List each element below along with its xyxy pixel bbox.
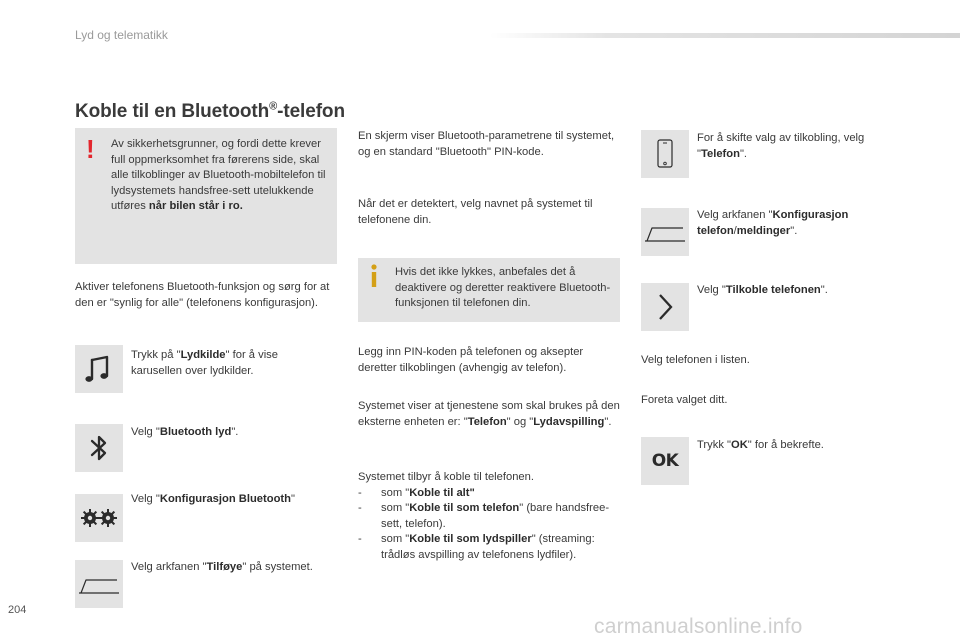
col2-p4-post: ". [604,415,612,428]
col2-paragraph-2: Når det er detektert, velg navnet på systemet til telefonene din. [358,198,593,226]
step-telefon-bold: Telefon [700,147,740,160]
step-tilkoble-post: ". [820,284,828,296]
section-title: Lyd og telematikk [75,28,168,42]
col3-paragraph-1: Velg telefonen i listen. [641,354,750,366]
step-lydkilde [131,348,331,379]
step-lydkilde-pre: Trykk på " [131,349,181,361]
list-item-post: " (streaming: trådløs avspilling av telefonens lydfiler). [381,533,595,561]
step-konfig-bt-bold: Konfigurasjon Bluetooth [159,493,291,505]
tab-icon [641,208,689,256]
list-dash: - [358,486,362,499]
step-tilkoble-telefonen [697,283,897,299]
col2-p4-bold1: Telefon [467,415,507,428]
step-telefon-post: ". [739,147,748,160]
step-bluetooth-lyd [131,425,331,441]
list-item [358,501,628,532]
page-title-sup: ® [269,100,278,113]
step-konfig-bt-pre: Velg " [131,493,160,505]
list-item [358,532,628,563]
list-dash: - [358,502,362,514]
intro-paragraph: Aktiver telefonens Bluetooth-funksjon og sørg for at den er "synlig for alle" (telefonens konfigurasjon). [75,281,330,309]
list-item-pre: som " [381,533,410,545]
page-title-main: Koble til en Bluetooth [75,101,270,122]
step-konfig-tel-pre: Velg arkfanen " [697,209,773,221]
phone-icon [641,130,689,178]
step-lydkilde-post: " for å vise karusellen over lydkilder. [131,349,278,377]
list-item-bold: Koble til alt" [409,486,475,499]
step-ok [697,438,897,454]
col2-connect-block [358,470,628,563]
col2-p4-mid: " og " [506,415,534,428]
page-title [75,101,345,123]
list-item [358,486,628,502]
tab-icon [75,560,123,608]
list-item-pre: som " [381,486,410,499]
gears-icon [75,494,123,542]
col2-paragraph-5: Systemet tilbyr å koble til telefonen. [358,471,534,483]
exclamation-icon: ! [86,134,95,164]
step-ok-post: " for å bekrefte. [747,439,824,451]
list-item-bold: Koble til som lydspiller [409,533,532,545]
col2-paragraph-3: Legg inn PIN-koden på telefonen og aksepter deretter tilkoblingen (avhengig av telefon). [358,346,584,374]
col3-paragraph-2: Foreta valget ditt. [641,394,728,406]
warning-text-main: Av sikkerhetsgrunner, og fordi dette krever full oppmerksomhet fra førerens side, skal alle tilkoblinger av Bluetooth-mobiltelefon til lydsystemets handsfree-sett utelukkende utføres [111,138,326,212]
step-lydkilde-bold: Lydkilde [180,349,226,361]
step-konfig-tel-bold2: meldinger [736,224,791,237]
step-konfig-tel-bold: Konfigurasjon telefon [697,209,849,237]
col2-paragraph-1: En skjerm viser Bluetooth-parametrene til systemet, og en standard "Bluetooth" PIN-kode. [358,130,615,158]
step-telefon [697,131,897,162]
step-bluetooth-lyd-pre: Velg " [131,426,160,438]
info-icon [369,263,379,289]
info-text: Hvis det ikke lykkes, anbefales det å deaktivere og deretter reaktivere Bluetooth-funksjonen til telefonen din. [395,266,611,309]
bluetooth-icon [75,424,123,472]
col2-paragraph-4 [358,399,622,430]
page-number: 204 [8,604,27,616]
list-dash: - [358,533,362,545]
header-rule [490,33,960,38]
step-tilfoye [131,560,351,576]
step-telefon-pre: For å skifte valg av tilkobling, velg " [697,132,865,160]
step-bluetooth-lyd-bold: Bluetooth lyd [159,426,232,438]
step-tilkoble-bold: Tilkoble telefonen [725,284,821,296]
page-title-suffix: -telefon [277,101,345,122]
chevron-right-icon [641,283,689,331]
col2-p4-bold2: Lydavspilling [533,415,605,428]
step-tilfoye-bold: Tilføye [206,561,243,573]
col2-p4-pre: Systemet viser at tjenestene som skal brukes på den eksterne enheten er: " [358,400,620,428]
ok-label: OK [651,451,679,471]
music-note-icon [75,345,123,393]
step-bluetooth-lyd-post: ". [231,426,239,438]
step-konfigurasjon-bluetooth [131,492,341,508]
step-konfig-tel-post: ". [790,224,798,237]
step-tilkoble-pre: Velg " [697,284,726,296]
watermark: carmanualsonline.info [594,615,803,638]
step-konfig-tel-mid: / [733,224,737,237]
step-ok-pre: Trykk " [697,439,732,451]
step-tilfoye-pre: Velg arkfanen " [131,561,207,573]
step-konfig-bt-post: " [291,493,295,505]
warning-text-bold: når bilen står i ro. [148,200,243,212]
list-item-post: " (bare handsfree-sett, telefon). [381,502,610,530]
ok-button-icon [641,437,689,485]
step-konfigurasjon-telefon [697,208,897,239]
list-item-pre: som " [381,502,410,514]
list-item-bold: Koble til som telefon [409,502,520,514]
warning-text [111,137,331,215]
step-ok-bold: OK [731,439,748,451]
step-tilfoye-post: " på systemet. [242,561,313,573]
